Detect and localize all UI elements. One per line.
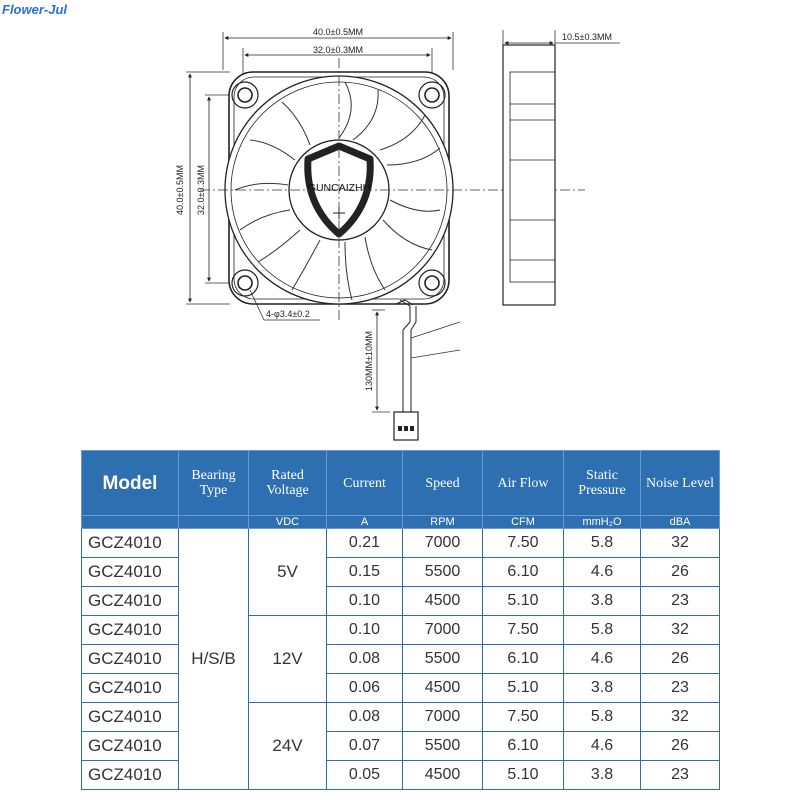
dim-cable-label: 130MM±10MM — [364, 331, 374, 391]
cell-speed: 5500 — [403, 732, 483, 761]
cell-airflow: 6.10 — [483, 732, 564, 761]
cell-current: 0.15 — [327, 558, 403, 587]
unit-speed: RPM — [403, 516, 483, 529]
cell-pressure: 3.8 — [564, 587, 641, 616]
cell-airflow: 7.50 — [483, 529, 564, 558]
cell-current: 0.10 — [327, 616, 403, 645]
cell-noise: 23 — [641, 674, 720, 703]
cell-current: 0.21 — [327, 529, 403, 558]
unit-model — [82, 516, 179, 529]
cell-pressure: 3.8 — [564, 674, 641, 703]
cell-airflow: 5.10 — [483, 587, 564, 616]
cell-airflow: 7.50 — [483, 703, 564, 732]
cell-model: GCZ4010 — [82, 761, 179, 790]
dim-hole-width-label: 32.0±0.3MM — [313, 45, 363, 55]
header-noise-level: Noise Level — [641, 451, 720, 516]
cell-noise: 32 — [641, 616, 720, 645]
dim-hole-height-label: 32.0±0.3MM — [196, 165, 206, 215]
cell-model: GCZ4010 — [82, 674, 179, 703]
cell-current: 0.06 — [327, 674, 403, 703]
logo-text: GUNCAIZHU — [307, 182, 371, 194]
dim-holes-label: 4-φ3.4±0.2 — [266, 309, 310, 319]
cell-voltage-12v: 12V — [249, 616, 327, 703]
cell-speed: 4500 — [403, 587, 483, 616]
cell-voltage-24v: 24V — [249, 703, 327, 790]
cell-current: 0.10 — [327, 587, 403, 616]
table-row — [82, 761, 720, 790]
cell-voltage-5v: 5V — [249, 529, 327, 616]
cell-noise: 26 — [641, 732, 720, 761]
table-row — [82, 732, 720, 761]
header-speed: Speed — [403, 451, 483, 516]
unit-noise: dBA — [641, 516, 720, 529]
dim-depth-label: 10.5±0.3MM — [562, 32, 612, 42]
header-rated-voltage: Rated Voltage — [249, 451, 327, 516]
cell-current: 0.05 — [327, 761, 403, 790]
cell-airflow: 5.10 — [483, 761, 564, 790]
header-model: Model — [82, 451, 179, 516]
cell-speed: 7000 — [403, 616, 483, 645]
cell-pressure: 5.8 — [564, 616, 641, 645]
cell-airflow: 6.10 — [483, 645, 564, 674]
cell-model: GCZ4010 — [82, 587, 179, 616]
cell-model: GCZ4010 — [82, 732, 179, 761]
unit-pressure: mmH₂O — [564, 516, 641, 529]
table-row — [82, 616, 720, 645]
table-row — [82, 558, 720, 587]
cell-speed: 5500 — [403, 645, 483, 674]
cell-model: GCZ4010 — [82, 529, 179, 558]
cell-pressure: 3.8 — [564, 761, 641, 790]
unit-current: A — [327, 516, 403, 529]
cell-pressure: 4.6 — [564, 732, 641, 761]
cell-noise: 23 — [641, 587, 720, 616]
cell-noise: 32 — [641, 529, 720, 558]
cell-speed: 4500 — [403, 674, 483, 703]
spec-table — [81, 450, 720, 790]
fan-side-view — [503, 30, 620, 305]
table-row — [82, 674, 720, 703]
cell-current: 0.08 — [327, 645, 403, 674]
header-air-flow: Air Flow — [483, 451, 564, 516]
cell-pressure: 5.8 — [564, 529, 641, 558]
cell-model: GCZ4010 — [82, 558, 179, 587]
cell-noise: 26 — [641, 645, 720, 674]
table-row — [82, 703, 720, 732]
cell-airflow: 7.50 — [483, 616, 564, 645]
cell-current: 0.08 — [327, 703, 403, 732]
dim-outer-height-label: 40.0±0.5MM — [175, 165, 185, 215]
watermark: Flower-Jul — [2, 2, 68, 17]
cell-noise: 26 — [641, 558, 720, 587]
cell-bearing: H/S/B — [179, 529, 249, 790]
header-bearing-type: Bearing Type — [179, 451, 249, 516]
table-row — [82, 645, 720, 674]
unit-airflow: CFM — [483, 516, 564, 529]
cell-speed: 7000 — [403, 529, 483, 558]
spec-header-row — [82, 451, 720, 516]
cell-noise: 32 — [641, 703, 720, 732]
cell-current: 0.07 — [327, 732, 403, 761]
cell-noise: 23 — [641, 761, 720, 790]
cell-model: GCZ4010 — [82, 616, 179, 645]
header-static-pressure: Static Pressure — [564, 451, 641, 516]
cell-pressure: 4.6 — [564, 645, 641, 674]
unit-bearing — [179, 516, 249, 529]
spec-unit-row — [82, 516, 720, 529]
cell-pressure: 5.8 — [564, 703, 641, 732]
cell-speed: 7000 — [403, 703, 483, 732]
dim-outer-width-label: 40.0±0.5MM — [313, 27, 363, 37]
cell-speed: 5500 — [403, 558, 483, 587]
cell-pressure: 4.6 — [564, 558, 641, 587]
fan-cable — [364, 300, 460, 440]
unit-voltage: VDC — [249, 516, 327, 529]
cell-airflow: 5.10 — [483, 674, 564, 703]
cell-model: GCZ4010 — [82, 703, 179, 732]
cell-airflow: 6.10 — [483, 558, 564, 587]
table-row — [82, 587, 720, 616]
cell-speed: 4500 — [403, 761, 483, 790]
cell-model: GCZ4010 — [82, 645, 179, 674]
header-current: Current — [327, 451, 403, 516]
table-row — [82, 529, 720, 558]
